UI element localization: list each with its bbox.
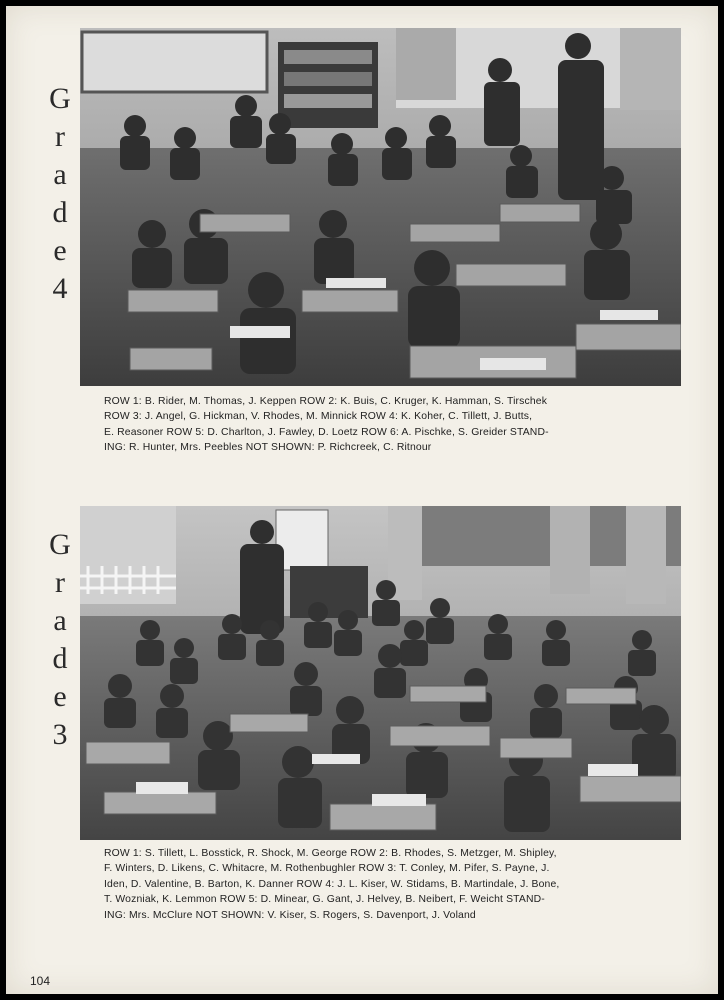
grade-3-class-photo	[80, 506, 681, 840]
grade-3-photo-image	[80, 506, 681, 840]
grade-4-letter: 4	[52, 272, 68, 305]
caption-line: ING: R. Hunter, Mrs. Peebles NOT SHOWN: P. Richcreek, C. Ritnour	[104, 442, 432, 454]
grade-3-letter: G	[49, 528, 71, 561]
grade-4-letter: r	[55, 120, 65, 153]
grade-4-letter: e	[53, 234, 67, 267]
caption-line: T. Wozniak, K. Lemmon ROW 5: D. Minear, G. Gant, J. Helvey, B. Neibert, F. Weicht STAND-	[104, 894, 545, 906]
grade-4-letter: d	[52, 196, 68, 229]
grade-3-letter: d	[52, 642, 68, 675]
grade-4-class-photo	[80, 28, 681, 386]
grade-4-heading	[42, 80, 78, 308]
caption-line: Iden, D. Valentine, B. Barton, K. Danner ROW 4: J. L. Kiser, W. Stidams, B. Martindale, J. Bone,	[104, 878, 560, 890]
caption-line: F. Winters, D. Likens, C. Whitacre, M. Rothenbughler ROW 3: T. Conley, M. Pifer, S. Payne, J.	[104, 863, 550, 875]
yearbook-page	[6, 6, 718, 994]
grade-4-letter: G	[49, 82, 71, 115]
caption-line: ROW 1: B. Rider, M. Thomas, J. Keppen ROW 2: K. Buis, C. Kruger, K. Hamman, S. Tirschek	[104, 396, 548, 407]
grade-4-letter: a	[53, 158, 67, 191]
grade-4-caption	[104, 394, 678, 456]
caption-line: ROW 3: J. Angel, G. Hickman, V. Rhodes, M. Minnick ROW 4: K. Koher, C. Tillett, J. Butts,	[104, 411, 533, 423]
grade-3-letter: a	[53, 604, 67, 637]
grade-3-caption	[104, 846, 678, 923]
caption-line: ROW 1: S. Tillett, L. Bosstick, R. Shock, M. George ROW 2: B. Rhodes, S. Metzger, M. Shipley,	[104, 848, 557, 859]
grade-4-photo-image	[80, 28, 681, 386]
caption-line: ING: Mrs. McClure NOT SHOWN: V. Kiser, S. Rogers, S. Davenport, J. Voland	[104, 909, 476, 921]
page-number: 104	[30, 974, 51, 988]
grade-3-heading	[42, 526, 78, 754]
grade-3-letter: e	[53, 680, 67, 713]
grade-3-letter: 3	[52, 718, 68, 751]
grade-3-letter: r	[55, 566, 65, 599]
caption-line: E. Reasoner ROW 5: D. Charlton, J. Fawley, D. Loetz ROW 6: A. Pischke, S. Greider STAND-	[104, 426, 549, 438]
